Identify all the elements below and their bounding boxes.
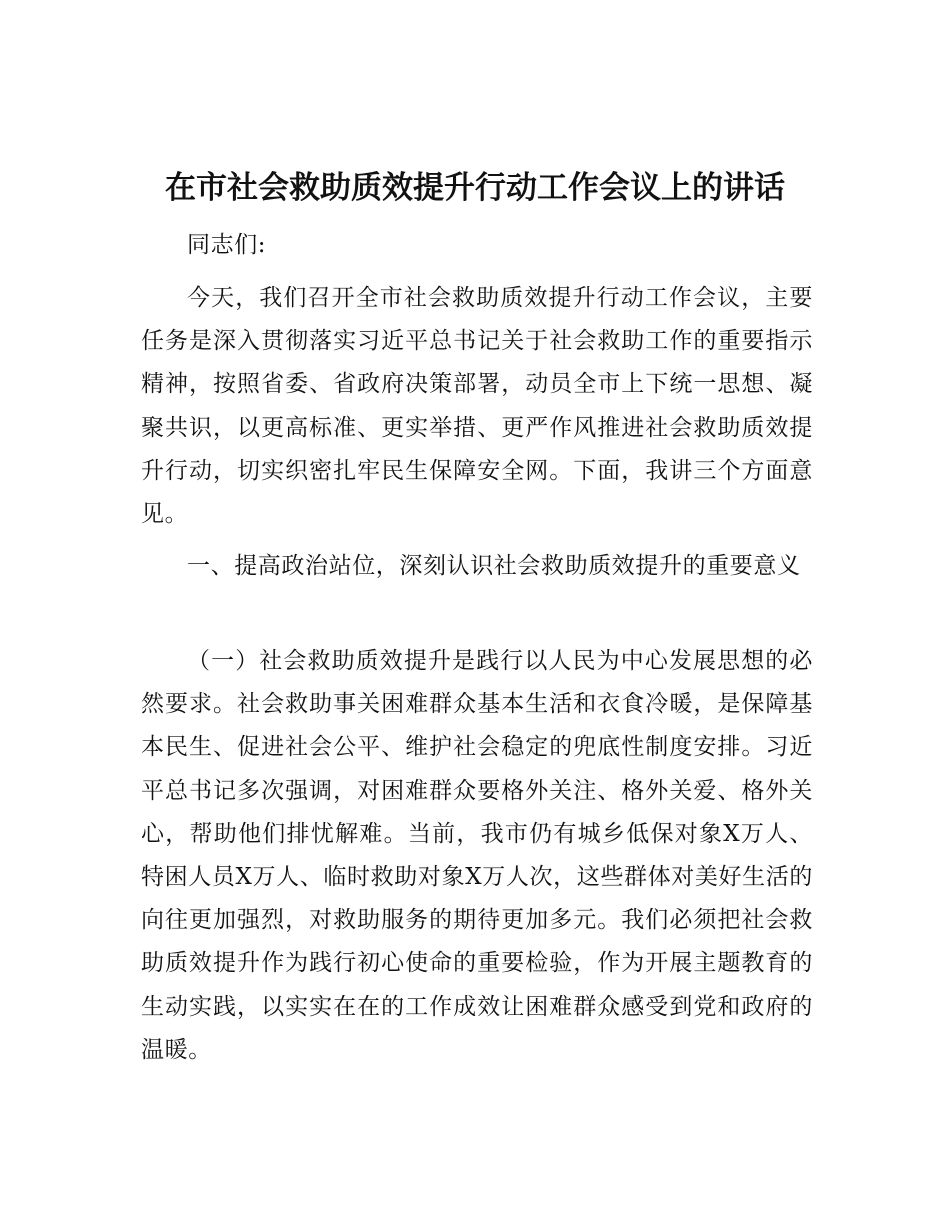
paragraph-opening: 今天，我们召开全市社会救助质效提升行动工作会议，主要任务是深入贯彻落实习近平总书记关于社会救助工作的重要指示精神，按照省委、省政府决策部署，动员全市上下统一思想、凝聚共识，以更高标准、更实举措、更严作风推进社会救助质效提升行动，切实织密扎牢民生保障安全网。下面，我讲三个方面意见。 bbox=[141, 285, 813, 528]
section-heading-1: 一、提高政治站位，深刻认识社会救助质效提升的重要意义 bbox=[187, 553, 801, 579]
salutation: 同志们: bbox=[187, 232, 267, 258]
document-title: 在市社会救助质效提升行动工作会议上的讲话 bbox=[165, 170, 785, 206]
paragraph-subsection-1: （一）社会救助质效提升是践行以人民为中心发展思想的必然要求。社会救助事关困难群众基本生活和衣食冷暖，是保障基本民生、促进社会公平、维护社会稳定的兜底性制度安排。习近平总书记多次强调，对困难群众要格外关注、格外关爱、格外关心，帮助他们排忧解难。当前，我市仍有城乡低保对象X万人、特困人员X万人、临时救助对象X万人次，这些群体对美好生活的向往更加强烈，对救助服务的期待更加多元。我们必须把社会救助质效提升作为践行初心使命的重要检验，作为开展主题教育的生动实践，以实实在在的工作成效让困难群众感受到党和政府的温暖。 bbox=[141, 648, 813, 1063]
